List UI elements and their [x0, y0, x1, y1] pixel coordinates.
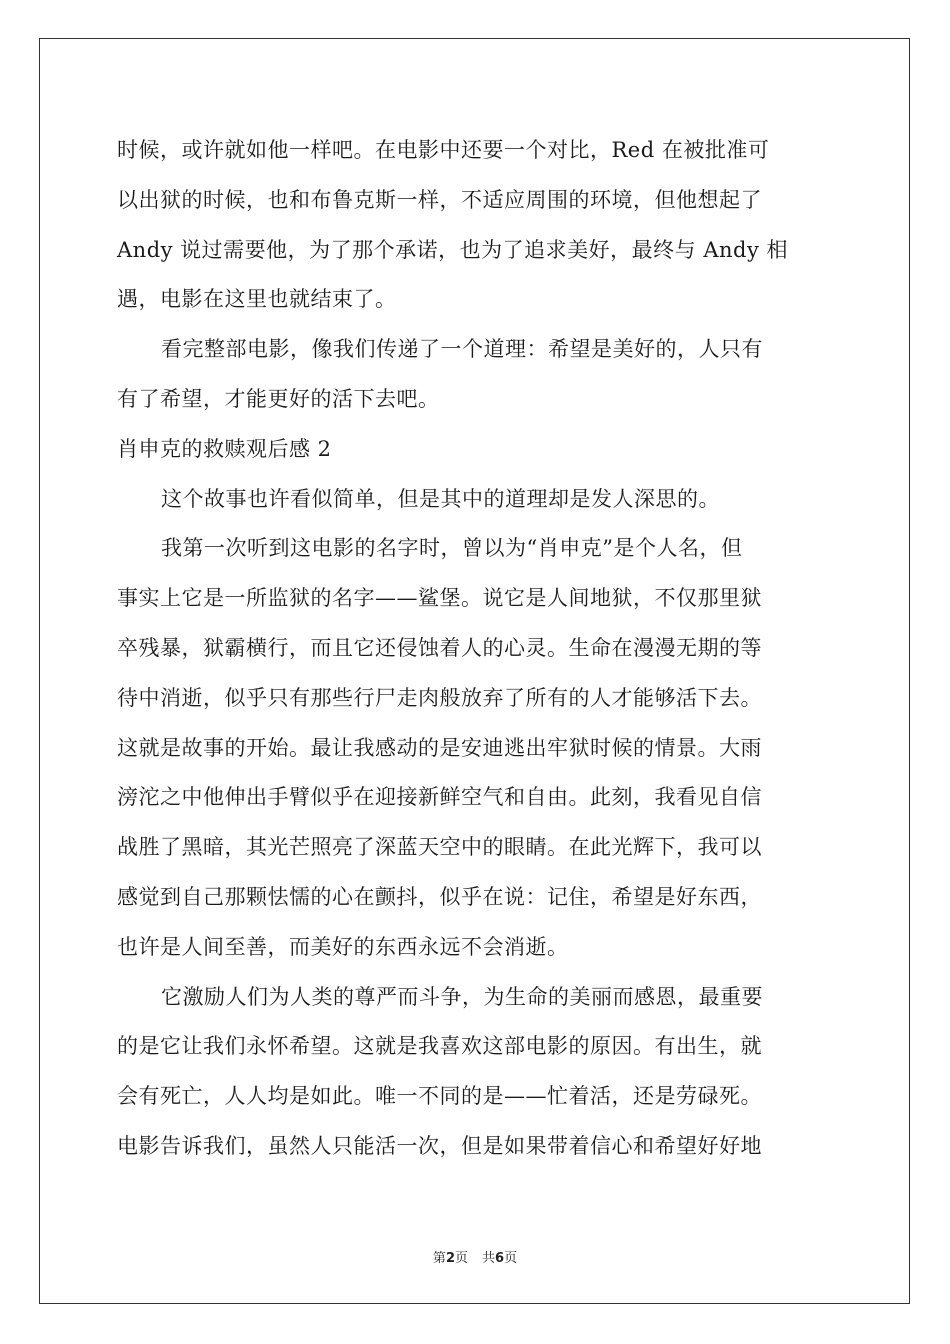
- text-line: 有了希望，才能更好的活下去吧。: [117, 386, 440, 411]
- current-page-number: 2: [445, 1251, 455, 1266]
- text-line: 肖申克的救赎观后感 2: [117, 436, 332, 461]
- text-line: 时候，或许就如他一样吧。在电影中还要一个对比，Red 在被批准可: [117, 138, 770, 162]
- text-line: 事实上它是一所监狱的名字——鲨堡。说它是人间地狱，不仅那里狱: [117, 586, 762, 611]
- text-line: 以出狱的时候，也和布鲁克斯一样，不适应周围的环境，但他想起了: [117, 187, 762, 212]
- total-suffix: 页: [504, 1251, 518, 1266]
- page-prefix: 第: [432, 1251, 446, 1266]
- document-body: [117, 126, 833, 1172]
- text-line: 战胜了黑暗，其光芒照亮了深蓝天空中的眼睛。在此光辉下，我可以: [117, 835, 762, 860]
- text-line: 也许是人间至善，而美好的东西永远不会消逝。: [117, 934, 569, 959]
- total-prefix: 共: [482, 1251, 496, 1266]
- text-line: 看完整部电影，像我们传递了一个道理：希望是美好的，人只有: [161, 337, 763, 362]
- text-line: 卒残暴，狱霸横行，而且它还侵蚀着人的心灵。生命在漫漫无期的等: [117, 635, 762, 660]
- text-line: 滂沱之中他伸出手臂似乎在迎接新鲜空气和自由。此刻，我看见自信: [117, 785, 762, 810]
- text-line: 感觉到自己那颗怯懦的心在颤抖，似乎在说：记住，希望是好东西，: [117, 884, 762, 909]
- text-line: 我第一次听到这电影的名字时，曾以为“肖申克”是个人名，但: [161, 536, 743, 561]
- text-line: 待中消逝，似乎只有那些行尸走肉般放弃了所有的人才能够活下去。: [117, 685, 762, 710]
- text-line: 它激励人们为人类的尊严而斗争，为生命的美丽而感恩，最重要: [161, 984, 763, 1009]
- text-line: 电影告诉我们，虽然人只能活一次，但是如果带着信心和希望好好地: [117, 1133, 762, 1158]
- page-suffix: 页: [454, 1251, 468, 1266]
- text-line: 的是它让我们永怀希望。这就是我喜欢这部电影的原因。有出生，就: [117, 1034, 762, 1059]
- text-line: 会有死亡，人人均是如此。唯一不同的是——忙着活，还是劳碌死。: [117, 1084, 762, 1109]
- text-line: Andy 说过需要他，为了那个承诺，也为了追求美好，最终与 Andy 相: [117, 237, 789, 262]
- total-page-number: 6: [495, 1251, 505, 1266]
- text-line: 这就是故事的开始。最让我感动的是安迪逃出牢狱时候的情景。大雨: [117, 735, 762, 760]
- text-line: 这个故事也许看似简单，但是其中的道理却是发人深思的。: [161, 486, 720, 511]
- page-footer: [0, 1247, 950, 1266]
- text-line: 遇，电影在这里也就结束了。: [117, 287, 397, 312]
